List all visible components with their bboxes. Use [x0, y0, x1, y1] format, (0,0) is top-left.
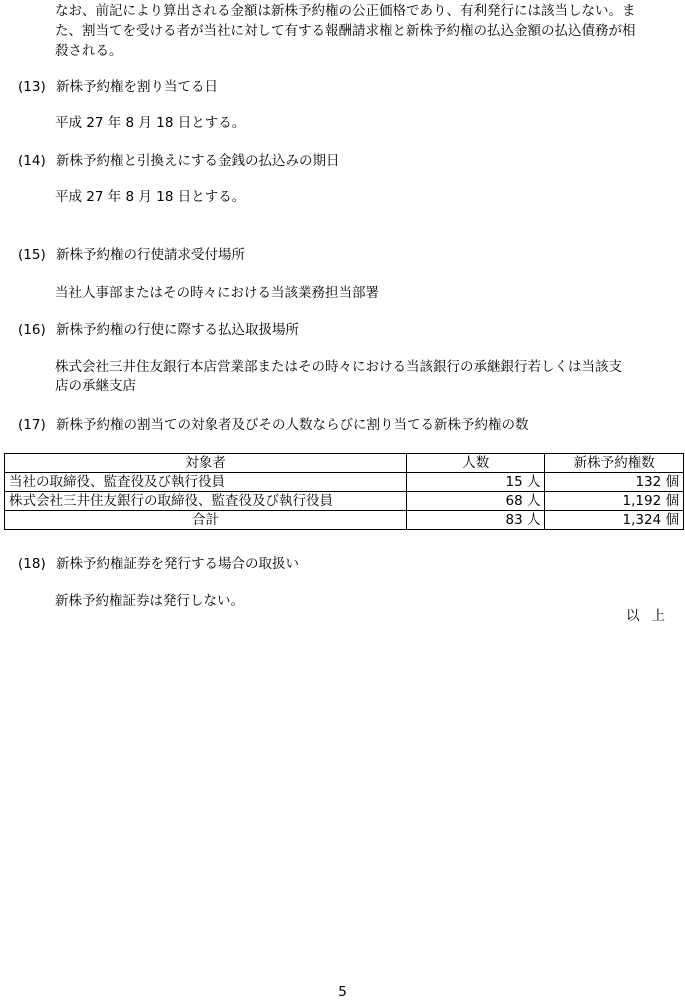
- section-title: 新株予約権を割り当てる日: [56, 79, 218, 95]
- section-number: (14): [18, 153, 46, 169]
- section-14-body: 平成 27 年 8 月 18 日とする。: [55, 189, 246, 205]
- section-number: (13): [18, 79, 46, 95]
- intro-line-3: 殺される。: [55, 43, 123, 59]
- closing-mark: 以上: [626, 608, 677, 624]
- section-title: 新株予約権の割当ての対象者及びその人数ならびに割り当てる新株予約権の数: [56, 417, 529, 433]
- section-number: (17): [18, 417, 46, 433]
- section-title: 新株予約権の行使に際する払込取扱場所: [56, 322, 299, 338]
- header-target: 対象者: [5, 454, 407, 473]
- allocation-table: [4, 453, 684, 530]
- section-16-body-continued: 店の承継支店: [55, 378, 136, 394]
- section-16-heading: [18, 321, 299, 340]
- section-13-heading: [18, 78, 218, 97]
- cell-rights: 132 個: [545, 473, 684, 492]
- section-18-body: 新株予約権証券は発行しない。: [55, 593, 244, 609]
- cell-target: 株式会社三井住友銀行の取締役、監査役及び執行役員: [5, 492, 407, 511]
- section-16-body: 株式会社三井住友銀行本店営業部またはその時々における当該銀行の承継銀行若しくは当該支: [55, 359, 622, 375]
- page-number: 5: [338, 984, 347, 1000]
- cell-people: 68 人: [407, 492, 545, 511]
- section-number: (16): [18, 322, 46, 338]
- intro-line-1: なお、前記により算出される金額は新株予約権の公正価格であり、有利発行には該当しない。ま: [55, 3, 636, 19]
- intro-line-2: た、割当てを受ける者が当社に対して有する報酬請求権と新株予約権の払込金額の払込債務が相: [55, 23, 636, 39]
- header-people: 人数: [407, 454, 545, 473]
- section-15-body: 当社人事部またはその時々における当該業務担当部署: [55, 285, 379, 301]
- cell-people: 15 人: [407, 473, 545, 492]
- total-people: 83 人: [407, 511, 545, 530]
- section-13-body: 平成 27 年 8 月 18 日とする。: [55, 115, 246, 131]
- table-header-row: [5, 454, 684, 473]
- section-14-heading: [18, 152, 340, 171]
- section-title: 新株予約権証券を発行する場合の取扱い: [56, 556, 299, 572]
- section-15-heading: [18, 246, 245, 265]
- table-row: [5, 473, 684, 492]
- section-17-heading: [18, 416, 529, 435]
- section-number: (18): [18, 556, 46, 572]
- header-rights: 新株予約権数: [545, 454, 684, 473]
- section-title: 新株予約権と引換えにする金銭の払込みの期日: [56, 153, 340, 169]
- section-18-heading: [18, 555, 299, 574]
- section-number: (15): [18, 247, 46, 263]
- total-rights: 1,324 個: [545, 511, 684, 530]
- table-total-row: [5, 511, 684, 530]
- cell-rights: 1,192 個: [545, 492, 684, 511]
- section-title: 新株予約権の行使請求受付場所: [56, 247, 245, 263]
- table-row: [5, 492, 684, 511]
- total-label: 合計: [5, 511, 407, 530]
- cell-target: 当社の取締役、監査役及び執行役員: [5, 473, 407, 492]
